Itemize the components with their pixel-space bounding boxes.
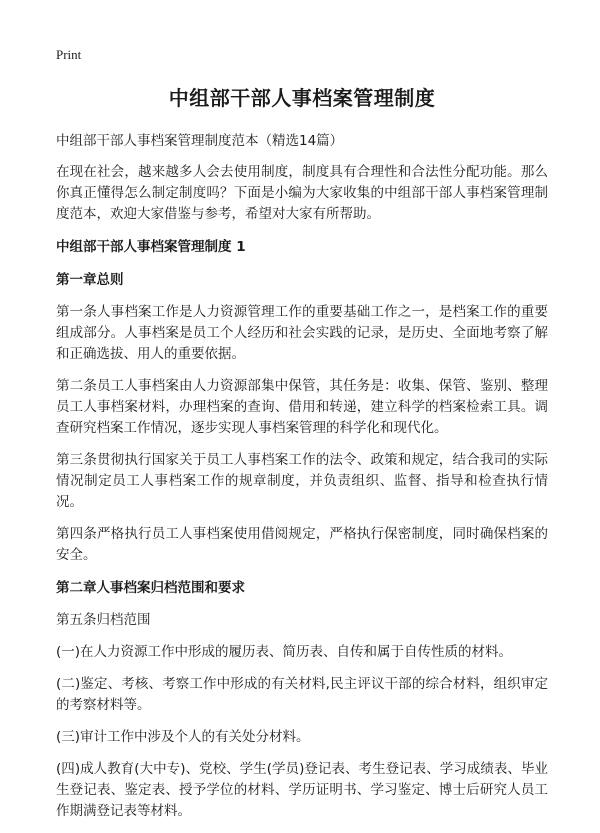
article-3: 第三条贯彻执行国家关于员工人事档案工作的法令、政策和规定，结合我司的实际情况制定员工人事档案工作的规章制度，并负责组织、监督、指导和检查执行情况。 xyxy=(56,452,548,510)
chapter-1-heading: 第一章总则 xyxy=(56,272,124,288)
scope-item-1: (一)在人力资源工作中形成的履历表、简历表、自传和属于自传性质的材料。 xyxy=(56,644,513,660)
article-5: 第五条归档范围 xyxy=(56,612,151,628)
intro-paragraph: 在现在社会，越来越多人会去使用制度，制度具有合理性和合法性分配功能。那么你真正懂得怎么制定制度吗？下面是小编为大家收集的中组部干部人事档案管理制度范本，欢迎大家借鉴与参考，希望对大家有所帮助。 xyxy=(56,164,548,222)
print-link[interactable]: Print xyxy=(56,47,82,62)
chapter-2-heading: 第二章人事档案归档范围和要求 xyxy=(56,580,245,596)
document-subtitle: 中组部干部人事档案管理制度范本（精选14篇） xyxy=(56,133,344,149)
page-title: 中组部干部人事档案管理制度 xyxy=(168,86,436,110)
scope-item-4: (四)成人教育(大中专)、党校、学生(学员)登记表、考生登记表、学习成绩表、毕业生登记表、鉴定表、授予学位的材料、学历证明书、学习鉴定、博士后研究人员工作期满登记表等材料。 xyxy=(56,761,548,819)
document-page xyxy=(56,44,548,833)
article-2: 第二条员工人事档案由人力资源部集中保管，其任务是：收集、保管、鉴别、整理员工人事档案材料，办理档案的查询、借用和转递，建立科学的档案检索工具。调查研究档案工作情况，逐步实现人事档案管理的科学化和现代化。 xyxy=(56,378,548,436)
article-1: 第一条人事档案工作是人力资源管理工作的重要基础工作之一，是档案工作的重要组成部分。人事档案是员工个人经历和社会实践的记录，是历史、全面地考察了解和正确选拔、用人的重要依据。 xyxy=(56,304,548,362)
scope-item-2: (二)鉴定、考核、考察工作中形成的有关材料,民主评议干部的综合材料，组织审定的考察材料等。 xyxy=(56,676,548,713)
section-heading: 中组部干部人事档案管理制度 1 xyxy=(56,239,246,255)
article-4: 第四条严格执行员工人事档案使用借阅规定，严格执行保密制度，同时确保档案的安全。 xyxy=(56,526,548,563)
scope-item-3: (三)审计工作中涉及个人的有关处分材料。 xyxy=(56,729,310,745)
